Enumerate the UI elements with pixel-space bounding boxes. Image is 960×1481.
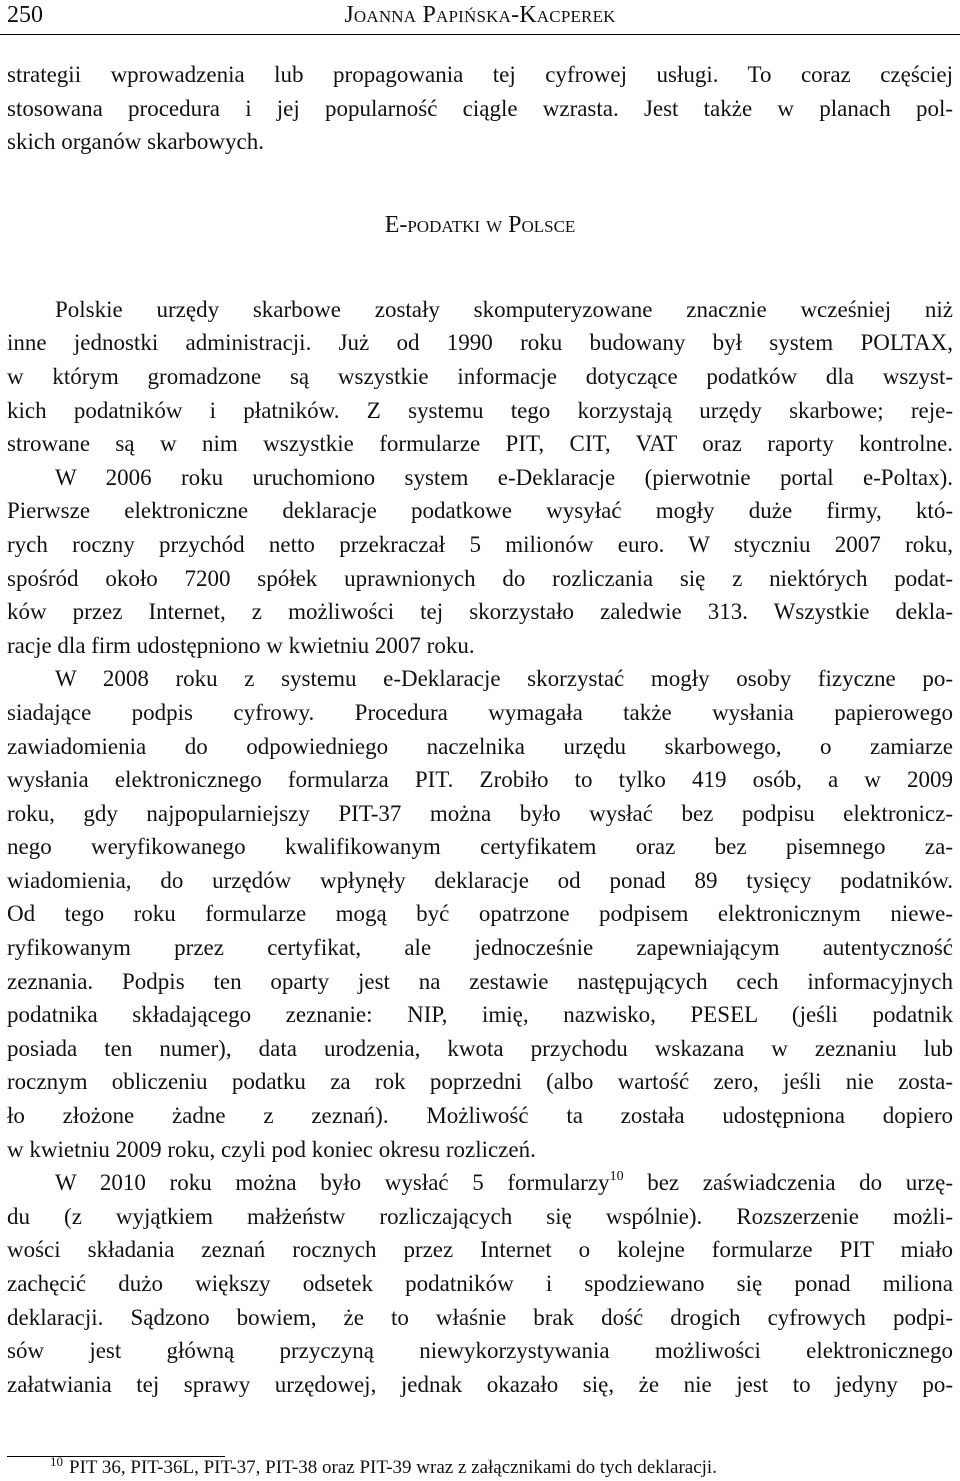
- text-line: stosowana procedura i jej popularność ciągle wzrasta. Jest także w planach pol-: [7, 95, 953, 121]
- text-line: rocznym obliczeniu podatku za rok poprzedni (albo wartość zero, jeśli nie zosta-: [7, 1069, 953, 1095]
- text-line: siadające podpis cyfrowy. Procedura wymagała także wysłania papierowego: [7, 699, 953, 725]
- text-line: wiadomienia, do urzędów wpłynęły deklaracje od ponad 89 tysięcy podatników.: [7, 867, 953, 893]
- text-line: nego weryfikowanego kwalifikowanym certyfikatem oraz bez pisemnego za-: [7, 834, 953, 860]
- text-line: zachęcić dużo większy odsetek podatników i spodziewano się ponad miliona: [7, 1271, 953, 1296]
- text-line: deklaracji. Sądzono bowiem, że to właśnie brak dość drogich cyfrowych podpi-: [7, 1304, 953, 1330]
- text-line: posiada ten numer), data urodzenia, kwota przychodu wskazana w zeznaniu lub: [7, 1035, 953, 1061]
- text-line: zeznania. Podpis ten oparty jest na zestawie następujących cech informacyjnych: [7, 968, 953, 994]
- text-line: wysłania elektronicznego formularza PIT. Zrobiło to tylko 419 osób, a w 2009: [7, 767, 953, 793]
- section-heading: E-podatki w Polsce: [384, 211, 576, 238]
- text-line: roku, gdy najpopularniejszy PIT-37 można było wysłać bez podpisu elektronicz-: [7, 800, 953, 826]
- text-line: Od tego roku formularze mogą być opatrzone podpisem elektronicznym niewe-: [7, 901, 953, 927]
- body-text: [7, 58, 953, 1401]
- section-heading-block: [7, 159, 953, 293]
- text-line: Polskie urzędy skarbowe zostały skomputeryzowane znacznie wcześniej niż: [55, 296, 953, 322]
- running-header: [0, 0, 960, 35]
- footnote-number: 10: [50, 1453, 63, 1469]
- page-number: 250: [7, 2, 43, 28]
- text-line: kich podatników i płatników. Z systemu tego korzystają urzędy skarbowe; reje-: [7, 397, 953, 423]
- text-line: Pierwsze elektroniczne deklaracje podatkowe wysyłać mogły duże firmy, któ-: [7, 498, 953, 524]
- text-line: inne jednostki administracji. Już od 1990 roku budowany był system POLTAX,: [7, 330, 953, 356]
- text-line: du (z wyjątkiem małżeństw rozliczających się wspólnie). Rozszerzenie możli-: [7, 1203, 953, 1229]
- text-line: sów jest główną przyczyną niewykorzystywania możliwości elektronicznego: [7, 1338, 953, 1364]
- footnote-text: PIT 36, PIT-36L, PIT-37, PIT-38 oraz PIT-39 wraz z załącznikami do tych deklaracji.: [69, 1457, 717, 1478]
- text-line: wości składania zeznań rocznych przez Internet o kolejne formularze PIT miało: [7, 1237, 953, 1263]
- text-line: podatnika składającego zeznanie: NIP, imię, nazwisko, PESEL (jeśli podatnik: [7, 1002, 953, 1028]
- text-line: spośród około 7200 spółek uprawnionych do rozliczania się z niektórych podat-: [7, 565, 953, 591]
- text-line: strowane są w nim wszystkie formularze PIT, CIT, VAT oraz raporty kontrolne.: [7, 431, 953, 457]
- text-line: zawiadomienia do odpowiedniego naczelnika urzędu skarbowego, o zamiarze: [7, 733, 953, 759]
- running-title: Joanna Papińska-Kacperek: [344, 2, 616, 28]
- text-line-with-footnote: [7, 1166, 953, 1200]
- text-line: strategii wprowadzenia lub propagowania tej cyfrowej usługi. To coraz częściej: [7, 62, 953, 87]
- text-line: ło złożone żadne z zeznań). Możliwość ta została udostępniona dopiero: [7, 1103, 953, 1129]
- text-line: ryfikowanym przez certyfikat, ale jednocześnie zapewniającym autentyczność: [7, 935, 953, 961]
- text-line: racje dla firm udostępniono w kwietniu 2007 roku.: [7, 632, 475, 658]
- text-line: skich organów skarbowych.: [7, 129, 264, 155]
- footnote: [7, 1453, 953, 1480]
- text-line: W 2006 roku uruchomiono system e-Deklaracje (pierwotnie portal e-Poltax).: [55, 464, 953, 490]
- text-line: rych roczny przychód netto przekraczał 5 milionów euro. W styczniu 2007 roku,: [7, 531, 953, 557]
- text-line: w którym gromadzone są wszystkie informacje dotyczące podatków dla wszyst-: [7, 363, 953, 389]
- text-line: ków przez Internet, z możliwości tej skorzystało zaledwie 313. Wszystkie dekla-: [7, 599, 953, 625]
- text-line: W 2008 roku z systemu e-Deklaracje skorzystać mogły osoby fizyczne po-: [55, 666, 953, 692]
- text-fragment: W 2010 roku można było wysłać 5 formularzy: [55, 1170, 610, 1196]
- text-fragment: bez zaświadczenia do urzę-: [647, 1170, 954, 1196]
- footnote-reference: 10: [609, 1168, 624, 1184]
- text-line: załatwiania tej sprawy urzędowej, jednak okazało się, że nie jest to jedyny po-: [7, 1371, 953, 1397]
- text-line: w kwietniu 2009 roku, czyli pod koniec okresu rozliczeń.: [7, 1136, 536, 1162]
